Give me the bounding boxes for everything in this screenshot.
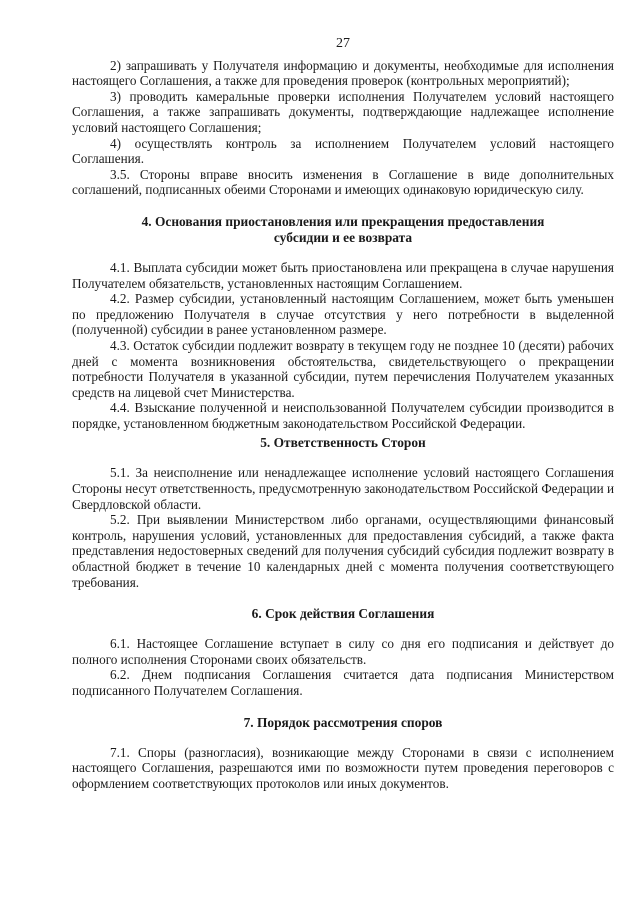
section-heading-7: [72, 715, 614, 731]
paragraph: 6.2. Днем подписания Соглашения считается дата подписания Министерством подписанного Получателем Соглашения.: [72, 667, 614, 698]
section-body-5: [72, 465, 614, 590]
paragraph: 7.1. Споры (разногласия), возникающие между Сторонами в связи с исполнением настоящего Соглашения, разрешаются ими по возможности путем проведения переговоров с оформлением соответствующих протоколов или иных документов.: [72, 744, 614, 791]
paragraph: 4) осуществлять контроль за исполнением Получателем условий настоящего Соглашения.: [72, 135, 614, 167]
section-body-7: [72, 745, 614, 792]
paragraph: 4.3. Остаток субсидии подлежит возврату в текущем году не позднее 10 (десяти) рабочих дней с момента возникновения обстоятельства, свидетельствующего о прекращении потребности Получателя в указанной субсидии, путем перечисления Получателем указанных средств на лицевой счет Министерства.: [72, 337, 614, 400]
paragraph: 4.2. Размер субсидии, установленный настоящим Соглашением, может быть уменьшен по предложению Получателя в случае отсутствия у него потребности в выделенной (полученной) субсидии в ранее установленном размере.: [72, 291, 614, 338]
paragraph: 2) запрашивать у Получателя информацию и документы, необходимые для исполнения настоящего Соглашения, а также для проведения проверок (контрольных мероприятий);: [72, 57, 614, 89]
paragraph: 5.2. При выявлении Министерством либо органами, осуществляющими финансовый контроль, нарушения условий, установленных для предоставления субсидий, а также факта представления недостоверных сведений для получения субсидий субсидия подлежит возврату в областной бюджет в течение 10 календарных дней с момента получения соответствующего требования.: [72, 512, 614, 590]
paragraph: 4.1. Выплата субсидии может быть приостановлена или прекращена в случае нарушения Получателем обязательств, установленных настоящим Соглашением.: [72, 259, 614, 291]
section-heading-line: 7. Порядок рассмотрения споров: [243, 714, 443, 730]
section-heading-line: субсидии и ее возврата: [273, 229, 413, 245]
section-body-6: [72, 636, 614, 698]
paragraph: 3) проводить камеральные проверки исполнения Получателем условий настоящего Соглашения, а также запрашивать документы, подтверждающие надлежащее исполнение условий настоящего Соглашения;: [72, 88, 614, 135]
paragraph: 3.5. Стороны вправе вносить изменения в Соглашение в виде дополнительных соглашений, подписанных обеими Сторонами и имеющих одинаковую юридическую силу.: [72, 166, 614, 198]
page-number: 27: [336, 36, 350, 51]
paragraph: 6.1. Настоящее Соглашение вступает в силу со дня его подписания и действует до полного исполнения Сторонами своих обязательств.: [72, 636, 614, 667]
section-heading-line: 5. Ответственность Сторон: [260, 435, 426, 451]
section-heading-5: [72, 435, 614, 451]
paragraph: 5.1. За неисполнение или ненадлежащее исполнение условий настоящего Соглашения Стороны несут ответственность, предусмотренную законодательством Российской Федерации и Свердловской области.: [72, 465, 615, 512]
section-heading-6: [72, 606, 614, 622]
paragraph: 4.4. Взыскание полученной и неиспользованной Получателем субсидии производится в порядке, установленном бюджетным законодательством Российской Федерации.: [72, 400, 614, 431]
intro-block: [72, 58, 614, 198]
section-body-4: [72, 260, 614, 432]
section-heading-4: [72, 214, 614, 246]
section-heading-line: 6. Срок действия Соглашения: [251, 606, 435, 622]
section-heading-line: 4. Основания приостановления или прекращения предоставления: [141, 213, 545, 229]
